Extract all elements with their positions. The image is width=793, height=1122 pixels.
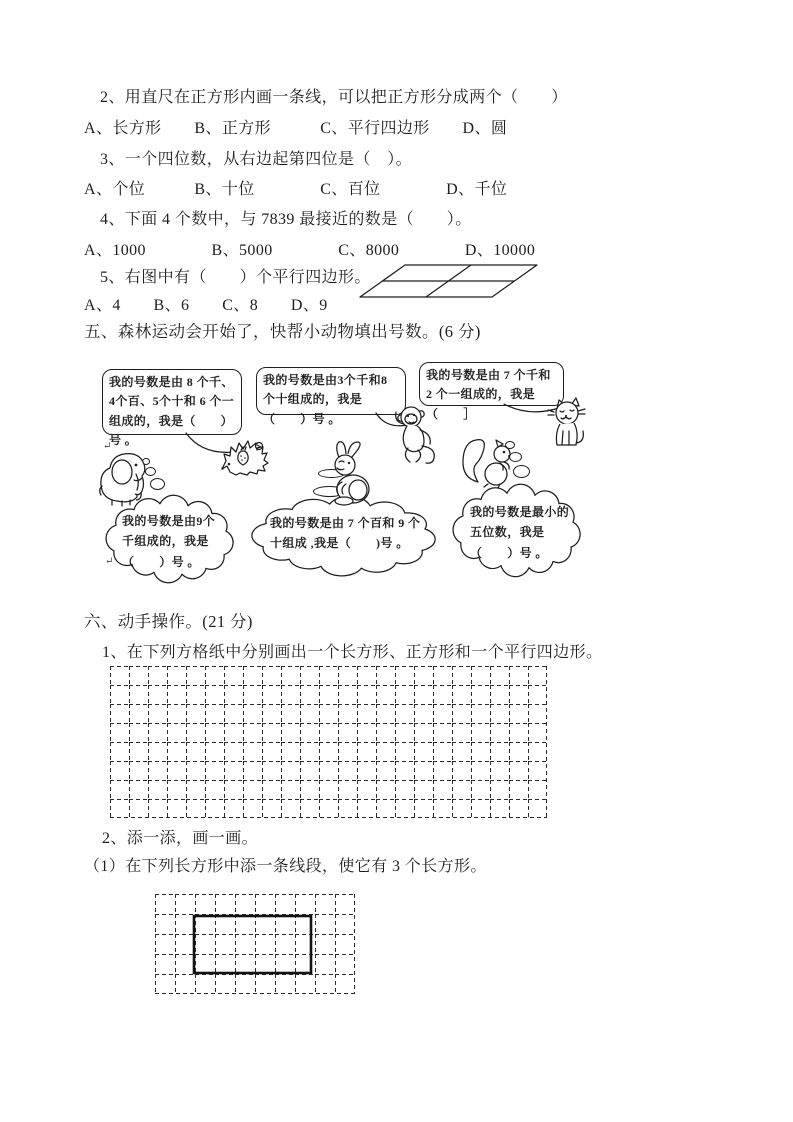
section-six-item2-sub1: （1）在下列长方形中添一条线段，使它有 3 个长方形。 xyxy=(84,858,487,875)
question-5-prompt: 5、右图中有（ ）个平行四边形。 xyxy=(100,269,371,286)
hedgehog-icon xyxy=(219,436,269,478)
return-mark: ↵ xyxy=(103,441,112,452)
monkey-icon xyxy=(390,404,444,466)
question-3-options: A、个位 B、十位 C、百位 D、千位 xyxy=(84,181,508,198)
question-3-prompt: 3、一个四位数，从右边起第四位是（ ）。 xyxy=(100,151,413,168)
squirrel-icon xyxy=(458,432,514,488)
question-4-prompt: 4、下面 4 个数中，与 7839 最接近的数是（ ）。 xyxy=(100,211,472,228)
question-2-options: A、长方形 B、正方形 C、平行四边形 D、圆 xyxy=(84,120,508,137)
section-six-item2: 2、添一添，画一画。 xyxy=(102,830,259,847)
thought-cloud-elephant-text: 我的号数是由9个千组成的，我是（ ）号 。 xyxy=(122,514,216,569)
thought-cloud-squirrel-text: 我的号数是最小的五位数，我是（ ）号 。 xyxy=(470,505,570,560)
parallelogram-figure xyxy=(358,262,540,300)
drawing-grid-large xyxy=(110,666,549,820)
thought-trail-squirrel xyxy=(513,465,530,478)
speech-bubble-hedgehog: 我的号数是由 8 个千、4个百、5个十和 6 个一组成的，我是（ ）号 。 xyxy=(102,369,242,435)
thought-cloud-rabbit-text: 我的号数是由 7 个百和 9 个十组成 ,我是（ )号 。 xyxy=(270,516,421,551)
speech-bubble-cat: 我的号数是由 7 个千和 2 个一组成的，我是（ ］ xyxy=(419,362,564,406)
speech-bubble-monkey: 我的号数是由3个千和8个十组成的，我是（ ）号 。 xyxy=(256,367,406,415)
section-six-item1: 1、在下列方格纸中分别画出一个长方形、正方形和一个平行四边形。 xyxy=(102,644,603,661)
elephant-icon xyxy=(98,448,154,506)
cat-icon xyxy=(547,398,587,450)
question-2-prompt: 2、用直尺在正方形内画一条线，可以把正方形分成两个（ ） xyxy=(100,89,568,106)
section-five-heading: 五、森林运动会开始了，快帮小动物填出号数。(6 分) xyxy=(84,322,481,341)
return-mark: ↵ xyxy=(105,556,114,567)
question-4-options: A、1000 B、5000 C、8000 D、10000 xyxy=(84,242,536,259)
question-5-options: A、4 B、6 C、8 D、9 xyxy=(84,297,328,314)
drawing-grid-small xyxy=(155,894,358,997)
section-six-heading: 六、动手操作。(21 分) xyxy=(84,612,253,631)
rabbit-icon xyxy=(320,440,376,506)
